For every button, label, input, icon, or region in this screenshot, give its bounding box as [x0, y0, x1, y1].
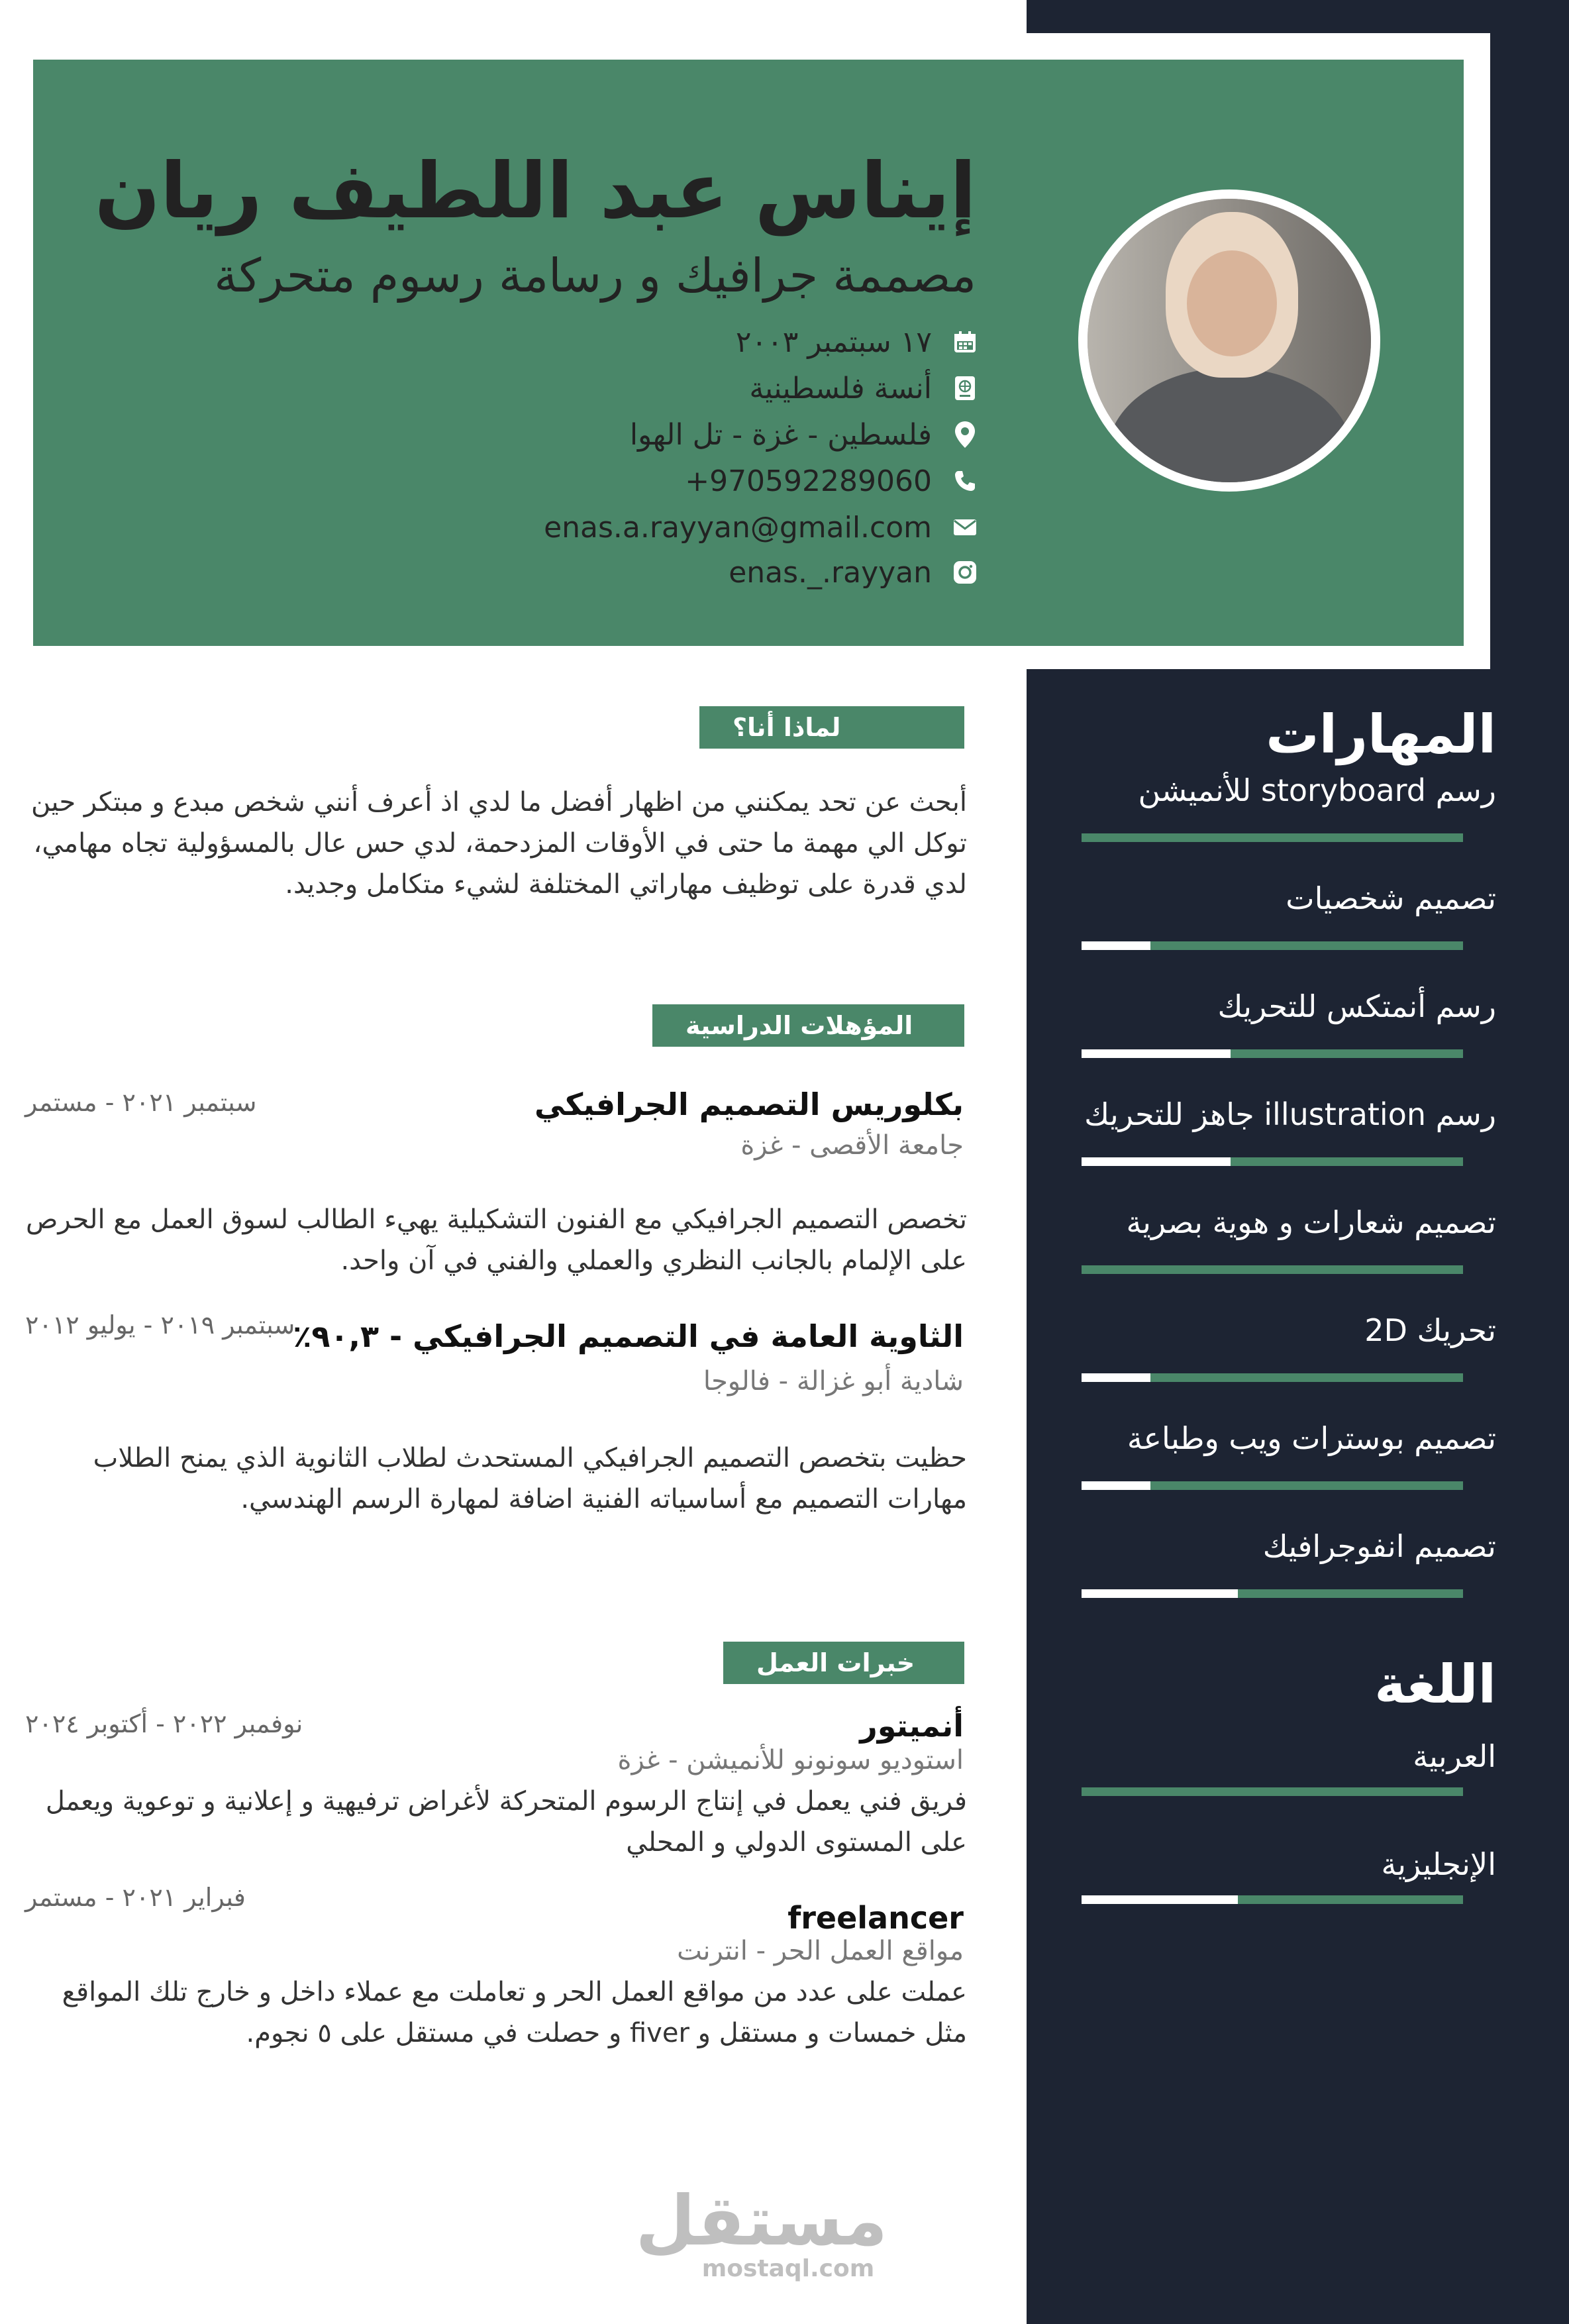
about-heading: لماذا أنا؟ [699, 706, 964, 749]
watermark-arabic: مستقل [635, 2180, 887, 2261]
calendar-icon [950, 327, 980, 356]
skill-level-bar [1082, 1265, 1463, 1274]
email-icon [950, 513, 980, 542]
language-label: العربية [1413, 1738, 1496, 1774]
skill-level-bar [1082, 833, 1463, 842]
language-level-fill [1082, 1895, 1238, 1904]
instagram-icon [950, 558, 980, 587]
contact-text: enas.a.rayyan@gmail.com [544, 510, 932, 545]
skill-label: رسم storyboard للأنميشن [1138, 772, 1496, 808]
education-desc: حظيت بتخصص التصميم الجرافيكي المستحدث لطلاب الثانوية الذي يمنح الطلاب مهارات التصميم مع أساسياته الفنية اضافة لمهارة الرسم الهندسي. [93, 1443, 967, 1514]
skill-level-bar [1082, 941, 1463, 950]
education-place: شادية أبو غزالة - فالوجا [703, 1366, 964, 1397]
contact-text: enas._.rayyan [729, 555, 932, 590]
contact-text: فلسطين - غزة - تل الهوا [629, 417, 932, 452]
skill-label: تصميم بوسترات ويب وطباعة [1127, 1420, 1496, 1456]
education-heading: المؤهلات الدراسية [652, 1004, 964, 1047]
contact-text: ١٧ سبتمبر ٢٠٠٣ [735, 325, 932, 359]
watermark-latin: mostaql.com [701, 2255, 875, 2282]
skill-label: تصميم انفوجرافيك [1262, 1528, 1496, 1564]
skill-label: تصميم شخصيات [1286, 880, 1496, 916]
language-level-bar [1082, 1787, 1463, 1796]
skill-level-fill [1082, 1589, 1238, 1598]
skills-heading: المهارات [1266, 704, 1496, 765]
contact-address [450, 415, 980, 454]
experience-place: استوديو سونونو للأنميشن - غزة [617, 1745, 964, 1775]
education-desc: تخصص التصميم الجرافيكي مع الفنون التشكيلية يهيء الطالب لسوق العمل مع الحرص على الإلمام بالجانب النظري والعملي والفني في آن واحد. [26, 1204, 967, 1276]
experience-title: أنميتور [860, 1708, 964, 1744]
phone-icon [950, 466, 980, 496]
contact-phone[interactable] [450, 461, 980, 501]
skill-level-bar [1082, 1481, 1463, 1490]
languages-heading: اللغة [1374, 1654, 1496, 1715]
contact-nationality [450, 368, 980, 408]
skill-level-fill [1082, 941, 1150, 950]
about-text: أبحث عن تحد يمكنني من اظهار أفضل ما لدي اذ أعرف أنني شخص مبدع و مبتكر حين توكل الي مهمة ما حتى في الأوقات المزدحمة، لدي حس عال بالمسؤولية تجاه مهامي، لدي قدرة على توظيف مهاراتي المختلفة لشيء متكامل وجديد. [30, 787, 967, 900]
profile-photo [1078, 189, 1380, 492]
experience-heading: خبرات العمل [723, 1642, 964, 1684]
contact-birthdate [450, 322, 980, 362]
education-date: سبتمبر ٢٠٢١ - مستمر [25, 1088, 257, 1117]
skill-level-fill [1082, 1157, 1231, 1166]
skill-label: تصميم شعارات و هوية بصرية [1126, 1204, 1496, 1240]
experience-date: فبراير ٢٠٢١ - مستمر [25, 1883, 246, 1912]
education-title: بكلوريس التصميم الجرافيكي [534, 1086, 964, 1122]
skill-level-bar [1082, 1157, 1463, 1166]
skill-level-fill [1082, 1481, 1150, 1490]
language-level-bar [1082, 1895, 1463, 1904]
education-title: الثاوية العامة في التصميم الجرافيكي - ٩٠,٣٪ [293, 1318, 964, 1354]
education-place: جامعة الأقصى - غزة [740, 1130, 964, 1161]
skill-label: رسم illustration جاهز للتحريك [1084, 1096, 1496, 1132]
skill-label: رسم أنمتكس للتحريك [1217, 988, 1496, 1024]
language-label: الإنجليزية [1381, 1846, 1496, 1882]
skill-level-fill [1082, 1049, 1231, 1058]
skill-level-bar [1082, 1049, 1463, 1058]
contact-email[interactable] [450, 507, 980, 547]
education-date: سبتمبر ٢٠١٩ - يوليو ٢٠١٢ [25, 1310, 295, 1340]
skill-level-bar [1082, 1589, 1463, 1598]
experience-desc: عملت على عدد من مواقع العمل الحر و تعاملت مع عملاء داخل و خارج تلك المواقع مثل خمسات و مستقل و fiver و حصلت في مستقل على ٥ نجوم. [62, 1977, 967, 2048]
passport-icon [950, 374, 980, 403]
skill-level-fill [1082, 1373, 1150, 1382]
watermark-logo [635, 2180, 887, 2282]
experience-desc: فريق فني يعمل في إنتاج الرسوم المتحركة لأغراض ترفيهية و إعلانية و توعوية ويعمل على المستوى الدولي و المحلي [45, 1786, 967, 1858]
skill-level-bar [1082, 1373, 1463, 1382]
location-pin-icon [950, 420, 980, 449]
avatar [1088, 199, 1371, 482]
skill-label: تحريك 2D [1364, 1312, 1496, 1348]
experience-title: freelancer [787, 1900, 964, 1936]
experience-place: مواقع العمل الحر - انترنت [677, 1936, 964, 1966]
contact-text: أنسة فلسطينية [749, 371, 932, 405]
experience-date: نوفمبر ٢٠٢٢ - أكتوبر ٢٠٢٤ [25, 1709, 303, 1738]
person-name: إيناس عبد اللطيف ريان [94, 146, 976, 236]
contact-instagram[interactable] [450, 553, 980, 592]
contact-text: +970592289060 [685, 464, 932, 498]
job-title: مصممة جرافيك و رسامة رسوم متحركة [214, 248, 976, 303]
